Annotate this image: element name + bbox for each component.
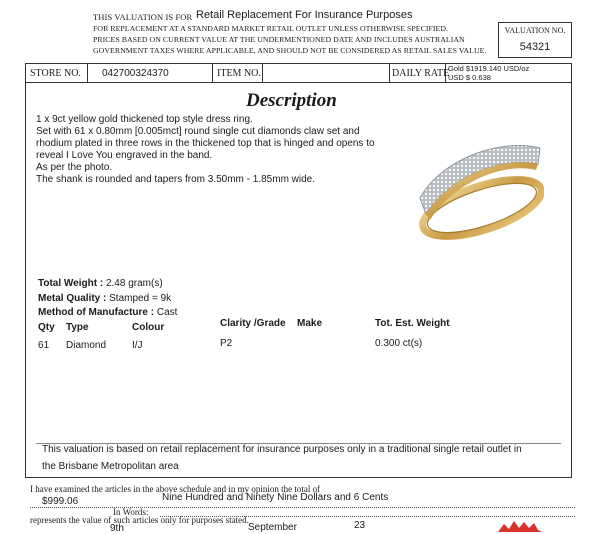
description-line-3: rhodium plated in three rows in the thickened top that is hinged and opens to: [36, 138, 375, 149]
store-value-cell: [88, 64, 213, 82]
valuation-number: 54321: [519, 41, 551, 53]
date-year: 23: [354, 520, 366, 531]
item-label: ITEM NO.: [217, 68, 261, 79]
total-weight-value: 2.48 gram(s): [105, 278, 163, 289]
col-header-qty: Qty: [38, 322, 55, 333]
row-1-colour: I/J: [132, 340, 143, 351]
ring-photo: [412, 128, 544, 246]
row-1-type: Diamond: [66, 340, 107, 351]
disclaimer-line-2: the Brisbane Metropolitan area: [42, 461, 179, 472]
header-line-2: PRICES BASED ON CURRENT VALUE AT THE UNDERMENTIONED DATE AND INCLUDES AUSTRALIAN: [93, 35, 465, 44]
daily-rate-label: DAILY RATE: [392, 68, 450, 79]
represents-statement: represents the value of such articles only for purposes stated.: [30, 515, 249, 525]
metal-quality-label: Metal Quality :: [38, 293, 107, 304]
method-value: Cast: [156, 307, 178, 318]
in-words-label: In Words:: [113, 507, 149, 517]
valuation-number-label: VALUATION NO.: [504, 26, 566, 35]
metal-quality-value: Stamped = 9k: [109, 293, 172, 304]
total-weight-label: Total Weight :: [38, 278, 104, 289]
col-header-colour: Colour: [132, 322, 165, 333]
store-row: [25, 63, 572, 83]
description-line-4: reveal I Love You engraved in the band.: [36, 150, 213, 161]
amount-in-words: Nine Hundred and Ninety Nine Dollars and 6 Cents: [162, 492, 389, 503]
row-1-qty: 61: [38, 340, 50, 351]
method-label: Method of Manufacture :: [38, 307, 155, 318]
header-line-1: FOR REPLACEMENT AT A STANDARD MARKET RETAIL OUTLET UNLESS OTHERWISE SPECIFIED.: [93, 24, 449, 33]
item-label-cell: [213, 64, 263, 82]
examined-statement: I have examined the articles in the above schedule and in my opinion the total of: [30, 484, 321, 494]
row-1-clarity: P2: [220, 338, 233, 349]
date-month: September: [248, 522, 297, 533]
valuation-number-box: [498, 22, 572, 58]
metal-quality: [38, 293, 171, 304]
usd-rate: USD $ 0.638: [448, 73, 491, 82]
valuation-purpose: Retail Replacement For Insurance Purposes: [196, 9, 413, 21]
description-line-1: 1 x 9ct yellow gold thickened top style dress ring.: [36, 114, 253, 125]
item-value-cell: [263, 64, 390, 82]
gold-rate: Gold $1919.140 USD/oz: [448, 64, 530, 73]
description-line-5: As per the photo.: [36, 162, 113, 173]
total-weight: [38, 278, 163, 289]
col-header-type: Type: [66, 322, 89, 333]
description-line-2: Set with 61 x 0.80mm [0.005mct] round single cut diamonds claw set and: [36, 126, 360, 137]
daily-rate-value-cell: [446, 64, 571, 82]
store-label: STORE NO.: [30, 68, 81, 79]
total-value-line: [30, 507, 575, 508]
col-header-clarity: Clarity /Grade: [220, 318, 286, 329]
col-header-make: Make: [297, 318, 323, 329]
disclaimer-line-1: This valuation is based on retail replacement for insurance purposes only in a traditional single retail outlet in: [42, 444, 522, 455]
method-of-manufacture: [38, 307, 177, 318]
total-value: $999.06: [42, 496, 79, 507]
daily-rate-label-cell: [390, 64, 450, 82]
description-line-6: The shank is rounded and tapers from 3.50mm - 1.85mm wide.: [36, 174, 316, 185]
date-day: 9th: [110, 523, 124, 534]
col-header-weight: Tot. Est. Weight: [375, 318, 450, 329]
store-label-cell: [26, 64, 88, 82]
row-1-weight: 0.300 ct(s): [375, 338, 423, 349]
store-number: 042700324370: [102, 68, 169, 79]
description-title: Description: [246, 90, 337, 111]
header-prefix: THIS VALUATION IS FOR: [93, 12, 193, 22]
header-line-3: GOVERNMENT TAXES WHERE APPLICABLE, AND SHOULD NOT BE CONSIDERED AS RETAIL SALES VALUE.: [93, 46, 487, 55]
red-seal-stamp: [498, 520, 542, 532]
